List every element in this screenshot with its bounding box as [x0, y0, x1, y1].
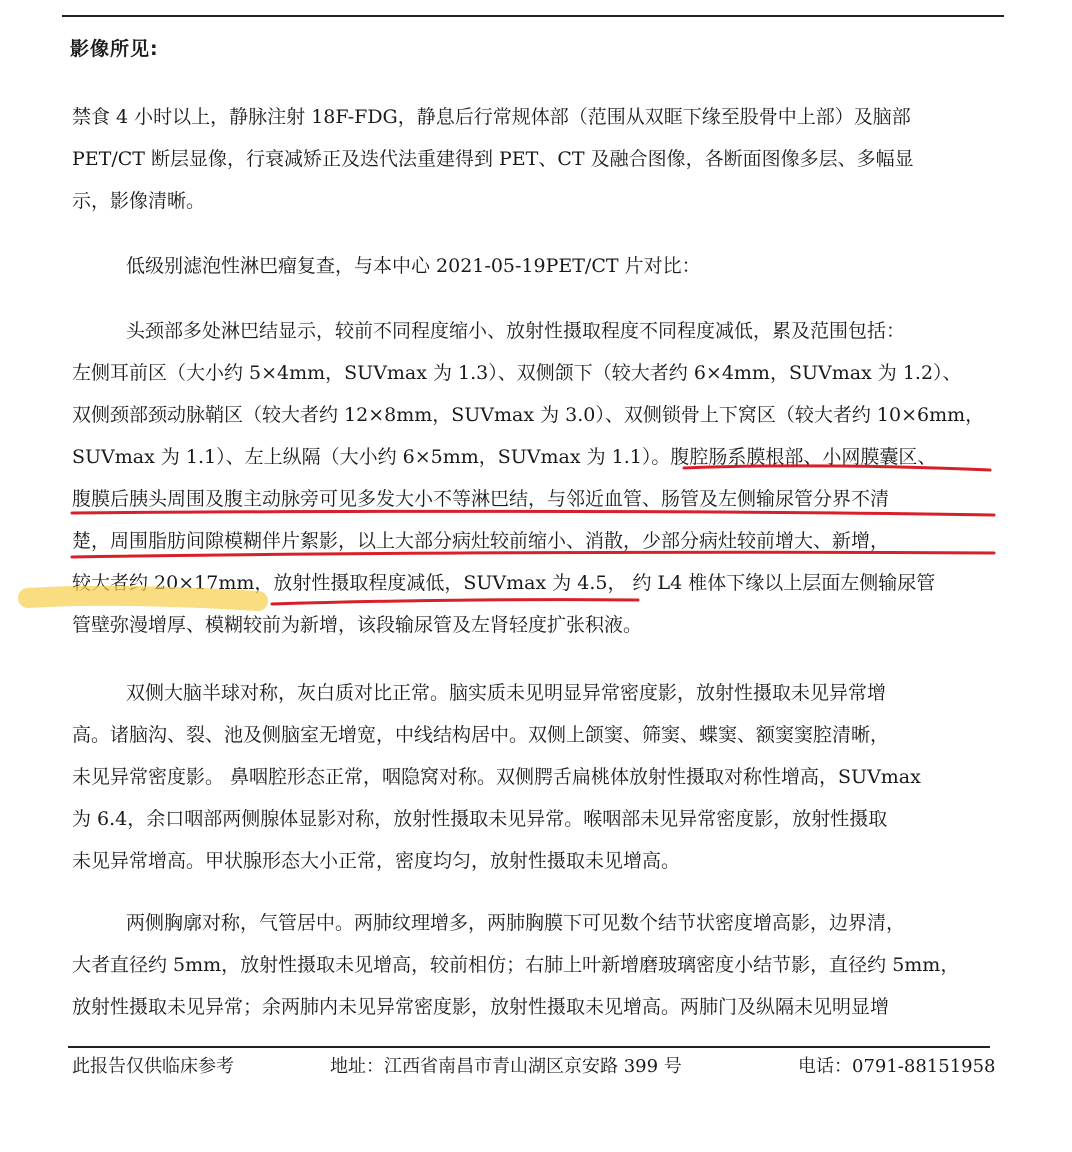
text-line: 未见异常密度影。 鼻咽腔形态正常，咽隐窝对称。双侧腭舌扁桃体放射性摄取对称性增高，SUVmax [72, 766, 921, 788]
text-line: 管壁弥漫增厚、模糊较前为新增，该段输尿管及左肾轻度扩张积液。 [72, 614, 643, 636]
section-title: 影像所见: [70, 38, 159, 60]
top-rule [62, 15, 1004, 17]
footer-address: 地址：江西省南昌市青山湖区京安路 399 号 [330, 1056, 682, 1077]
text-line: 为 6.4，余口咽部两侧腺体显影对称，放射性摄取未见异常。喉咽部未见异常密度影，放射性摄取 [72, 808, 888, 830]
footer-rule [68, 1046, 990, 1048]
text-line: 禁食 4 小时以上，静脉注射 18F-FDG，静息后行常规体部（范围从双眶下缘至股骨中上部）及脑部 [72, 106, 911, 128]
footer-phone: 电话：0791-88151958 [798, 1056, 996, 1077]
text-line: 腹膜后胰头周围及腹主动脉旁可见多发大小不等淋巴结，与邻近血管、肠管及左侧输尿管分界不清 [72, 488, 890, 510]
paragraph-exam-method [72, 96, 998, 222]
footer-disclaimer: 此报告仅供临床参考 [72, 1056, 234, 1077]
paragraph-comparison [72, 245, 998, 287]
text-line: 左侧耳前区（大小约 5×4mm，SUVmax 为 1.3）、双侧颌下（较大者约 6×4mm，SUVmax 为 1.2）、 [72, 362, 962, 384]
text-line: SUVmax 为 1.1）、左上纵隔（大小约 6×5mm，SUVmax 为 1.1）。腹腔肠系膜根部、小网膜囊区、 [72, 446, 937, 468]
text-line: 大者直径约 5mm，放射性摄取未见增高，较前相仿；右肺上叶新增磨玻璃密度小结节影，直径约 5mm， [72, 954, 960, 976]
text-line: 双侧颈部颈动脉鞘区（较大者约 12×8mm，SUVmax 为 3.0）、双侧锁骨上下窝区（较大者约 10×6mm， [72, 404, 985, 426]
text-line: 放射性摄取未见异常；余两肺内未见异常密度影，放射性摄取未见增高。两肺门及纵隔未见明显增 [72, 996, 890, 1018]
paragraph-chest [72, 902, 998, 1028]
text-line: PET/CT 断层显像，行衰减矫正及迭代法重建得到 PET、CT 及融合图像，各断面图像多层、多幅显 [72, 148, 914, 170]
text-line: 未见异常增高。甲状腺形态大小正常，密度均匀，放射性摄取未见增高。 [72, 850, 681, 872]
paragraph-lymph-nodes [72, 310, 998, 646]
text-line: 头颈部多处淋巴结显示，较前不同程度缩小、放射性摄取程度不同程度减低，累及范围包括： [126, 320, 906, 342]
text-line: 双侧大脑半球对称，灰白质对比正常。脑实质未见明显异常密度影，放射性摄取未见异常增 [126, 682, 887, 704]
text-line: 楚，周围脂肪间隙模糊伴片絮影，以上大部分病灶较前缩小、消散，少部分病灶较前增大、新增， [72, 530, 890, 552]
paragraph-head [72, 672, 998, 882]
text-line: 示，影像清晰。 [72, 190, 206, 212]
text-line: 低级别滤泡性淋巴瘤复查，与本中心 2021-05-19PET/CT 片对比： [126, 255, 701, 277]
text-line: 高。诸脑沟、裂、池及侧脑室无增宽，中线结构居中。双侧上颌窦、筛窦、蝶窦、额窦窦腔清晰， [72, 724, 890, 746]
text-line: 两侧胸廓对称，气管居中。两肺纹理增多，两肺胸膜下可见数个结节状密度增高影，边界清， [126, 912, 906, 934]
text-line: 较大者约 20×17mm，放射性摄取程度减低，SUVmax 为 4.5， 约 L4 椎体下缘以上层面左侧输尿管 [72, 572, 936, 594]
